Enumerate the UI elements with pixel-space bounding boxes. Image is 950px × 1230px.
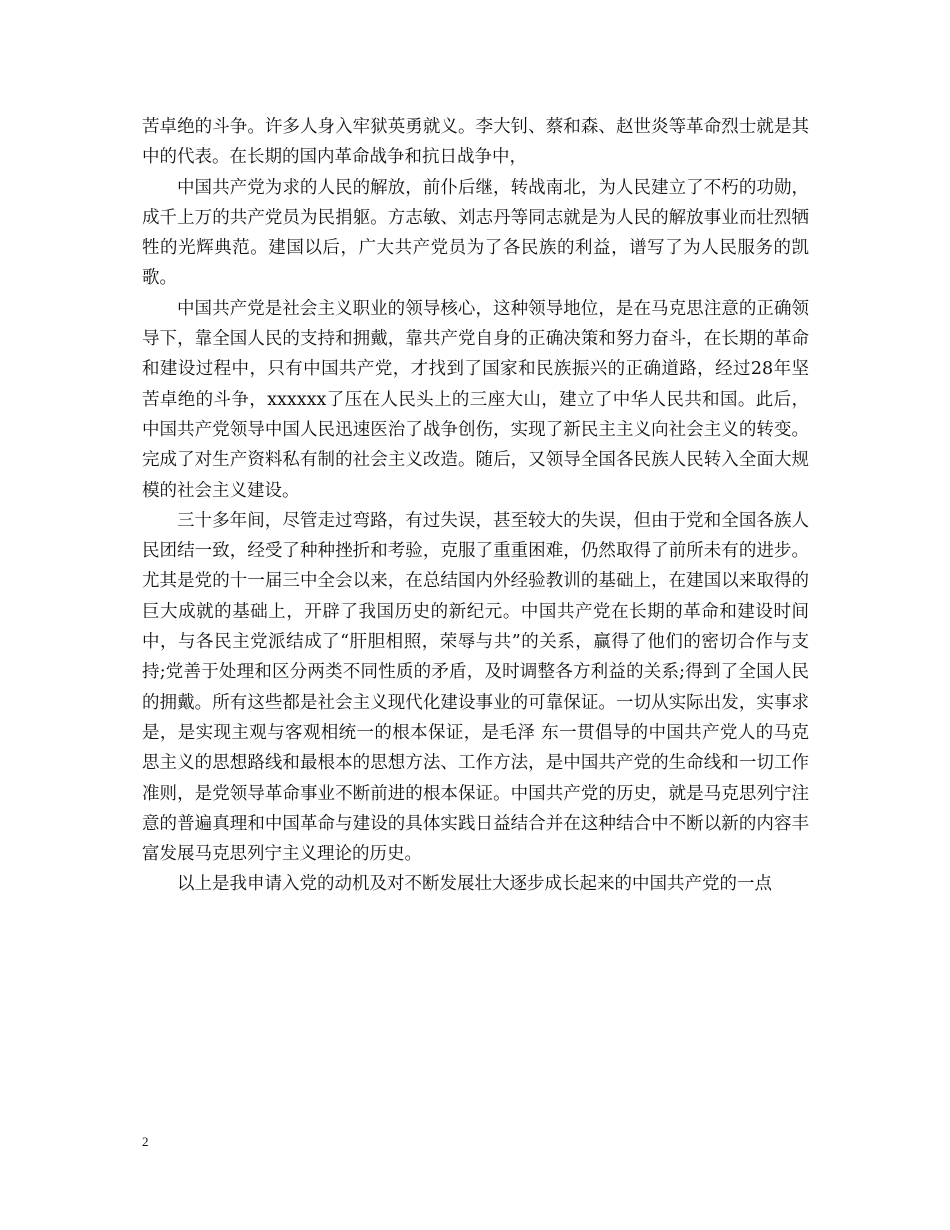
paragraph-revolutionary-martyrs: 中国共产党为求的人民的解放，前仆后继，转战南北，为人民建立了不朽的功勋，成千上万的共产党员为民捐躯。方志敏、刘志丹等同志就是为人民的解放事业而壮烈牺牲的光辉典范。建国以后，广大共产党员为了各民族的利益，谱写了为人民服务的凯歌。 <box>142 177 809 289</box>
paragraph-thirty-years: 三十多年间，尽管走过弯路，有过失误，甚至较大的失误，但由于党和全国各族人民团结一致，经受了种种挫折和考验，克服了重重困难，仍然取得了前所未有的进步。尤其是党的十一届三中全会以来，在总结国内外经验教训的基础上，在建国以来取得的巨大成就的基础上，开辟了我国历史的新纪元。中国共产党在长期的革命和建设时间中，与各民主党派结成了“肝胆相照，荣辱与共”的关系，赢得了他们的密切合作与支持;党善于处理和区分两类不同性质的矛盾，及时调整各方利益的关系;得到了全国人民的拥戴。所有这些都是社会主义现代化建设事业的可靠保证。一切从实际出发，实事求是，是实现主观与客观相统一的根本保证，是毛泽 东一贯倡导的中国共产党人的马克思主义的思想路线和最根本的思想方法、工作方法，是中国共产党的生命线和一切工作准则，是党领导革命事业不断前进的根本保证。中国共产党的历史，就是马克思列宁注意的普遍真理和中国革命与建设的具体实践日益结合并在这种结合中不断以新的内容丰富发展马克思列宁主义理论的历史。 <box>142 510 809 865</box>
page-number: 2 <box>142 1134 149 1149</box>
paragraph-continuation: 苦卓绝的斗争。许多人身入牢狱英勇就义。李大钊、蔡和森、赵世炎等革命烈士就是其中的代表。在长期的国内革命战争和抗日战争中， <box>142 117 809 168</box>
paragraph-leadership-core: 中国共产党是社会主义职业的领导核心，这种领导地位，是在马克思注意的正确领导下，靠全国人民的支持和拥戴，靠共产党自身的正确决策和努力奋斗，在长期的革命和建设过程中，只有中国共产党，才找到了国家和民族振兴的正确道路，经过28年坚苦卓绝的斗争，xxxxxx了压在人民头上的三座大山，建立了中华人民共和国。此后，中国共产党领导中国人民迅速医治了战争创伤，实现了新民主主义向社会主义的转变。完成了对生产资料私有制的社会主义改造。随后，又领导全国各民族人民转入全面大规模的社会主义建设。 <box>142 298 809 501</box>
body-text <box>142 112 809 900</box>
paragraph-motivation: 以上是我申请入党的动机及对不断发展壮大逐步成长起来的中国共产党的一点 <box>177 874 772 895</box>
